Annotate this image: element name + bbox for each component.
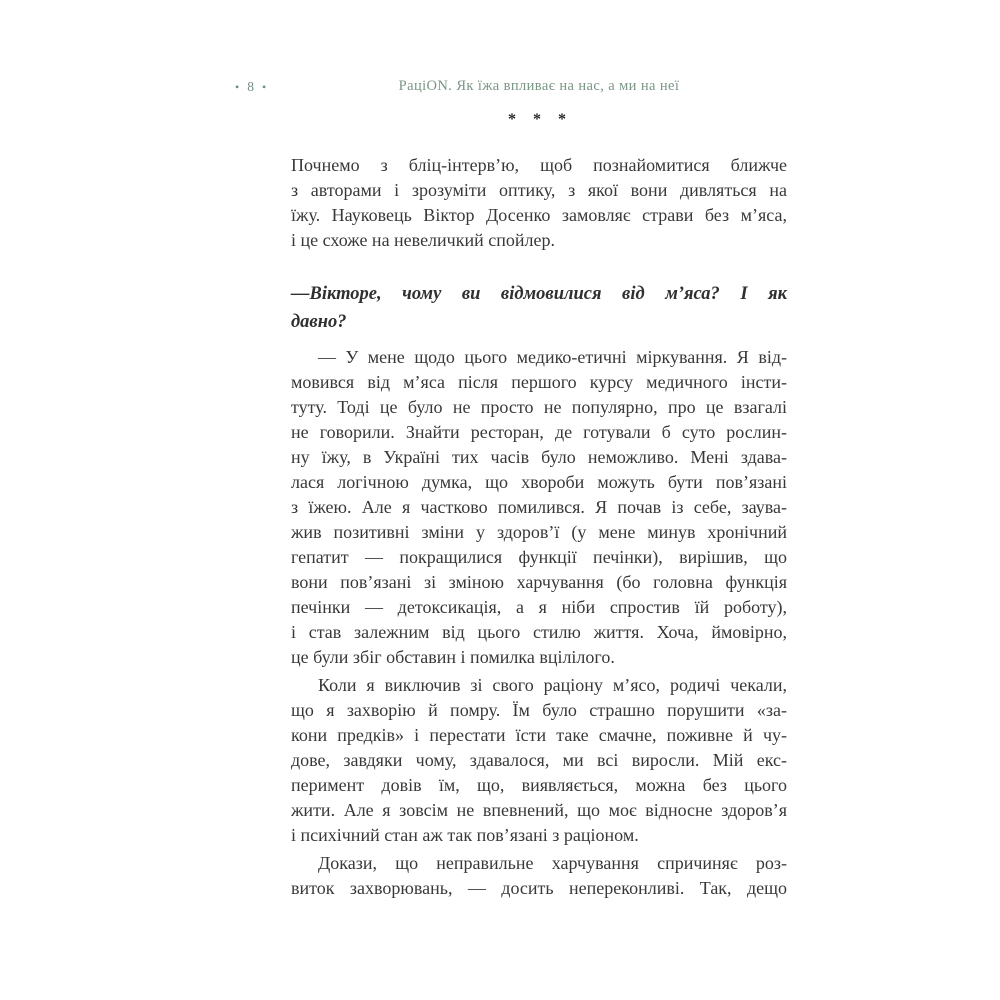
text-line: вони пов’язані зі зміною харчування (бо головна функція	[291, 572, 787, 592]
text-line: Докази, що неправильне харчування спричиняє роз-	[318, 853, 787, 873]
intro-paragraph	[291, 153, 787, 253]
text-line: виток захворювань, — досить непереконливі. Так, дещо	[291, 878, 787, 898]
text-line: лася логічною думка, що хвороби можуть бути пов’язані	[291, 472, 787, 492]
text-line: Почнемо з бліц-інтерв’ю, щоб познайомитися ближче	[291, 155, 787, 175]
section-separator: * * *	[508, 111, 570, 128]
text-line: кони предків» і перестати їсти таке смачне, поживне й чу-	[291, 725, 787, 745]
text-line: Коли я виключив зі свого раціону м’ясо, родичі чекали,	[318, 675, 787, 695]
text-line: мовився від м’яса після першого курсу медичного інсти-	[291, 372, 787, 392]
text-line: —Вікторе, чому ви відмовилися від м’яса? І як	[291, 284, 787, 304]
text-line: ну їжу, в Україні тих часів було неможливо. Мені здава-	[291, 447, 787, 467]
text-line: з їжею. Але я частково помилився. Я почав із себе, заува-	[291, 497, 787, 517]
text-line: жити. Але я зовсім не впевнений, що моє відносне здоров’я	[291, 800, 787, 820]
text-line: не говорили. Знайти ресторан, де готували б суто рослин-	[291, 422, 787, 442]
answer-paragraph-1	[291, 345, 787, 670]
text-column	[291, 153, 787, 901]
folio-left-dot: •	[235, 80, 241, 94]
answer-paragraph-3	[291, 851, 787, 901]
text-line: це були збіг обставин і помилка вцілілого.	[291, 647, 615, 667]
text-line: і психічний стан аж так пов’язані з раціоном.	[291, 825, 639, 845]
text-line: їжу. Науковець Віктор Досенко замовляє страви без м’яса,	[291, 205, 787, 225]
running-title: РаціON. Як їжа впливає на нас, а ми на неї	[398, 78, 680, 94]
text-line: і став залежним від цього стилю життя. Хоча, ймовірно,	[291, 622, 787, 642]
folio-right-dot: •	[261, 80, 268, 94]
text-line: давно?	[291, 311, 347, 332]
text-line: печінки — детоксикація, а я ніби спростив їй роботу),	[291, 597, 787, 617]
text-line: і це схоже на невеличкий спойлер.	[291, 230, 555, 250]
text-line: — У мене щодо цього медико-етичні міркування. Я від-	[318, 347, 787, 367]
running-header	[0, 78, 1000, 98]
answer-paragraph-2	[291, 673, 787, 848]
folio-number: 8	[247, 79, 255, 94]
text-line: що я захворію й помру. Їм було страшно порушити «за-	[291, 700, 787, 720]
text-line: дове, завдяки чому, здавалося, ми всі виросли. Мій екс-	[291, 750, 787, 770]
text-line: гепатит — покращилися функції печінки), вирішив, що	[291, 547, 787, 567]
text-line: перимент довів їм, що, виявляється, можна без цього	[291, 775, 787, 795]
interview-question-heading	[291, 281, 787, 336]
text-line: туту. Тоді це було не просто не популярно, про це взагалі	[291, 397, 787, 417]
text-line: жив позитивні зміни у здоров’ї (у мене минув хронічний	[291, 522, 787, 542]
text-line: з авторами і зрозуміти оптику, з якої вони дивляться на	[291, 180, 787, 200]
page-number	[228, 79, 274, 95]
